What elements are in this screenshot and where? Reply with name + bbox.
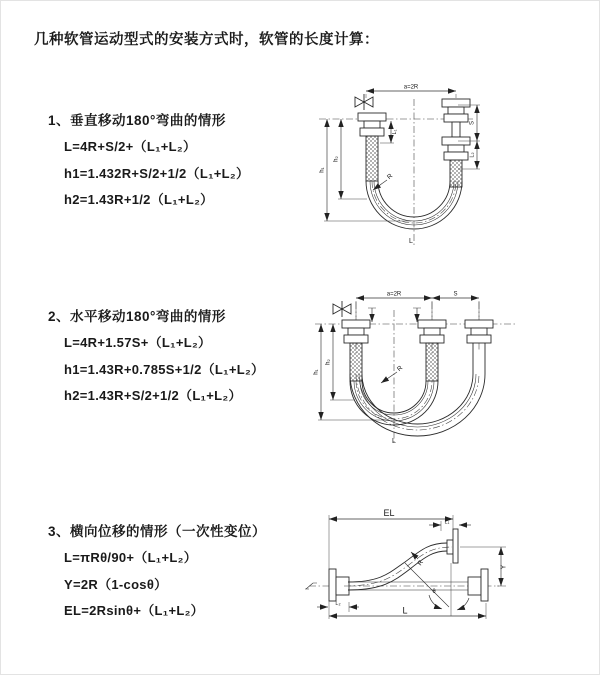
diagram-horizontal-bend [309, 284, 524, 452]
dim-label-l2: L₂ [469, 152, 476, 158]
section-horizontal-bend [48, 305, 264, 412]
dim-label-r: R [395, 364, 405, 374]
dimensions [317, 508, 508, 619]
left-end-fitting [358, 113, 386, 181]
right-end-fitting [442, 99, 470, 187]
formula-line: L=πRθ/90+（L₁+L₂） [64, 550, 197, 565]
formula-line: L=4R+1.57S+（L₁+L₂） [64, 335, 212, 350]
right-lower-flange-fitting [468, 569, 488, 601]
dim-label-h2: h₂ [333, 156, 340, 162]
section-3-heading: 3、横向位移的情形（一次性变位） [48, 524, 267, 539]
dim-label-l: L [409, 238, 413, 245]
section-lateral-displacement [48, 520, 266, 627]
diagram-vertical-bend [311, 77, 501, 255]
hose-braid [450, 160, 462, 187]
hose-braid [426, 343, 438, 381]
hose-u-bend-position2 [350, 343, 485, 436]
dimensions [314, 292, 480, 446]
valve-icon [355, 94, 373, 110]
dim-label-l1: L₁ [444, 519, 450, 526]
left-flange-fitting [329, 569, 349, 601]
doc-title: 几种软管运动型式的安装方式时，软管的长度计算： [34, 32, 379, 48]
valve-icon [333, 301, 351, 317]
right-end-fitting [465, 320, 493, 343]
hose-s-curve [344, 543, 452, 590]
dim-label-a2r: a=2R [386, 291, 402, 298]
dim-label-l2: L₂ [335, 601, 341, 607]
section-2-heading: 2、水平移动180°弯曲的情形 [48, 309, 226, 324]
dim-label-r: R [416, 559, 425, 568]
dim-label-l: L [392, 438, 396, 445]
dim-label-el: EL [383, 508, 395, 518]
dim-label-y: Y [500, 564, 508, 570]
dim-label-h1: h₁ [319, 167, 326, 173]
hose-braid [366, 136, 378, 181]
section-1-heading: 1、垂直移动180°弯曲的情形 [48, 113, 226, 128]
upper-right-flange-fitting [447, 529, 458, 563]
dim-label-s: S [469, 120, 476, 126]
formula-line: EL=2Rsinθ+（L₁+L₂） [64, 603, 204, 618]
middle-end-fitting [418, 320, 446, 381]
dim-label-s: S [453, 291, 458, 298]
formula-line: L=4R+S/2+（L₁+L₂） [64, 139, 197, 154]
dim-label-a2r: a=2R [403, 84, 419, 91]
dim-label-l1: L₁ [392, 129, 398, 135]
formula-line: h1=1.43R+0.785S+1/2（L₁+L₂） [64, 361, 265, 377]
formula-line: Y=2R（1-cosθ） [64, 576, 168, 592]
dim-label-r: R [385, 172, 395, 182]
dim-label-h1: h₁ [313, 369, 320, 375]
formula-line: h2=1.43R+S/2+1/2（L₁+L₂） [64, 388, 242, 403]
diagram-lateral-displacement [301, 503, 591, 648]
section-vertical-bend [48, 109, 249, 216]
dim-label-theta: θ [432, 589, 436, 595]
left-end-fitting [342, 320, 370, 381]
dim-label-h2: h₂ [325, 359, 332, 365]
dim-label-l: L [402, 605, 408, 616]
formula-line: h2=1.43R+1/2（L₁+L₂） [64, 192, 214, 207]
formula-line: h1=1.432R+S/2+1/2（L₁+L₂） [64, 165, 250, 181]
angle-construction [405, 563, 469, 616]
